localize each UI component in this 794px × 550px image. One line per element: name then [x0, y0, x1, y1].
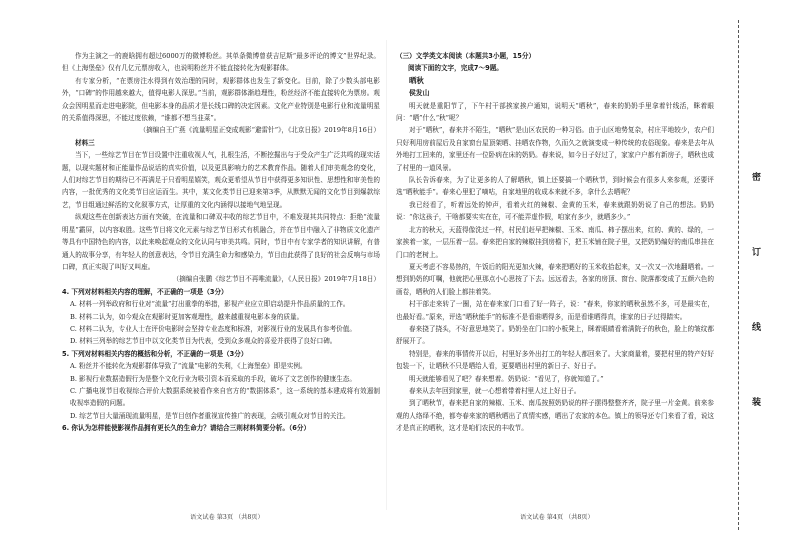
paragraph: 夏天考虑不容易热的，午饭后的阳光更加火辣，春来把晒好的玉米收拾起来，又一次又一次地翻晒着。一想到奶奶的叮嘱，他就把心里那点小心思按了下去。远远看去，各家的房顶、窗台、院落都变成了五颜六色的画卷，晒秋的人们脸上都挂着笑。 [396, 262, 714, 296]
question-4-stem: 4. 下列对材料相关内容的理解，不正确的一项是（3分） [62, 287, 228, 296]
binding-label: 密 [752, 173, 762, 183]
question-4-option-c: C. 材料二认为，专业人士在评价电影时会坚持专业态度和标准，对影视行业的发展具有参考价值。 [70, 324, 356, 333]
paragraph: 队长告诉春来，为了让更多的人了解晒秋，镇上还要搞一个晒秋节，到时候会有很多人来参观，还要评选“晒秋能手”。春来心里犯了嘀咕，自家地里的收成本来就不多，拿什么去晒呢？ [396, 176, 714, 197]
question-5-stem: 5. 下列对材料相关内容的概括和分析，不正确的一项是（3分） [62, 349, 248, 358]
reading-instruction: 阅读下面的文字，完成7～9题。 [408, 64, 503, 73]
paragraph: 春来挠了挠头，不好意思地笑了。奶奶坐在门口的小板凳上，眯着眼睛看着满院子的秋色，脸上的皱纹都舒展开了。 [396, 324, 714, 346]
source-note: （摘编自张鹏《综艺节目不再唯流量》，《人民日报》2019年7月18日） [172, 275, 380, 284]
right-column [396, 50, 714, 435]
binding-line-strip [738, 20, 774, 530]
question-4-option-d: D. 材料三列举的综艺节目中以文化类节目为代表，受到众多观众的喜爱并获得了良好口碑。 [70, 337, 337, 346]
paragraph: 作为主演之一的鹿晗拥有超过6000万的微博粉丝。其单条微博曾获吉尼斯“最多评论的博文”世界纪录。但《上海堡垒》仅有几亿元票房收入，也说明粉丝并不能直接转化为观影群体。 [62, 52, 380, 73]
section-heading: （三）文学类文本阅读（本题共3小题，15分） [396, 52, 536, 60]
paragraph: 我已经看了，听着远处的钟声，看着火红的辣椒、金黄的玉米，春来就跟奶奶说了自己的想法。奶奶说：“你这孩子，干啥都要实实在在，可不能弄虚作假，咱家有多少，就晒多少。” [396, 200, 714, 222]
page-footer-left: 语文试卷 第3页 （共8页） [190, 514, 264, 521]
left-column [62, 50, 380, 435]
paragraph: 特别是，春来的事情传开以后，村里好多外出打工的年轻人都回来了。大家商量着，要把村里的特产好好包装一下，让晒秋不只是晒给人看，更要晒出村里的新日子、好日子。 [396, 349, 714, 371]
paragraph: 到了晒秋节，春来把自家的辣椒、玉米、南瓜按照奶奶说的样子摆得整整齐齐，院子里一片金黄。前来参观的人络绎不绝，都夸春来家的晒秋晒出了真情实感，晒出了农家的本色。镇上的领导还专门来看了看，说这才是真正的晒秋，这才是咱们农民的丰收节。 [396, 399, 714, 433]
paragraph: 村干部走来转了一圈，站在春来家门口看了好一阵子，说：“春来，你家的晒秋虽然不多，可是最实在，也最好看。”原来，评选“晒秋能手”的标准不是看谁晒得多，而是看谁晒得真，谁家的日子过得踏实。 [396, 300, 714, 321]
question-5-option-d: D. 综艺节目大量涌现流量明星，是节目创作者重视宣传推广的表现，会吸引观众对节目的关注。 [70, 411, 350, 420]
binding-label: 装 [752, 398, 762, 408]
paragraph: 有专家分析，“在票房注水得到有效治理的同时，观影群体也发生了新变化。目前，除了少数头部电影外，“口碑”的作用越来越大，值得电影人深思。”当前，观影群体渐趋理性，粉丝经济不能直接转化为票房。观众会因明星而走进电影院，但电影本身的品质才是长线口碑的决定因素。文化产业特别是电影行业和流量明星的关系值得深思，不能过度依赖，“谁都不想当韭菜”。 [62, 76, 380, 123]
binding-label: 订 [752, 248, 762, 258]
binding-dashed-line [738, 20, 739, 530]
story-author: 侯发山 [409, 89, 430, 98]
question-5-option-a: A. 粉丝并不能转化为观影群体导致了“流量”电影的失利，《上海堡垒》即是实例。 [70, 362, 307, 371]
question-5-option-c: C. 广播电视节目收视综合评价大数据系统被看作来自官方的“数据体系”，这一系统的基本建成将有效遏制收视率造假的问题。 [70, 386, 380, 408]
story-title: 晒秋 [409, 75, 424, 85]
column-divider [386, 40, 387, 510]
paragraph: 纵观这些在创新表达方面有突破，在流量和口碑双丰收的综艺节目中，不难发现其共同特点：拒绝“流量明星”霸屏，以内容取胜。这些节目将文化元素与综艺节目形式有机融合，并在节目中融入了非物质文化遗产等具有中国特色的内容，以此来唤起观众的文化认同与审美共鸣。同时，节目中有专家学者的知识讲解，有普通人的故事分享，有年轻人的创意表达，令节目充满生命力和感染力，节目由此获得了良好的社会反响与市场口碑，真正实现了叫好又叫座。 [62, 213, 380, 271]
question-6: 6. 你认为怎样能使影视作品拥有更长久的生命力？请结合三则材料简要分析。（6分） [62, 424, 311, 433]
paragraph: 明天就能够看见了吧？春来想着。奶奶说：“看见了，你就知道了。” [409, 374, 604, 383]
paragraph: 春来从去年回到家里，就一心想着带着村里人过上好日子。 [409, 386, 581, 395]
material-heading: 材料三 [75, 138, 95, 147]
question-4-option-b: B. 材料二认为，如今观众在观影时更加客观理性，越来越重视电影本身的质量。 [70, 312, 304, 321]
question-4-option-a: A. 材料一列举政府和行业对“流量”打出重拳的举措，影视产业应立即启动提升作品质量的工作。 [70, 300, 350, 309]
source-note: （摘编自王广燕《流量明星正变成观影“避雷针”》，《北京日报》2019年8月16日） [139, 126, 380, 135]
paragraph: 北方的秋天，天蓝得像洗过一样，村民们赶早把辣椒、玉米、南瓜、柿子摆出来，红的、黄的、绿的，一家挨着一家，一层压着一层。春来把自家的辣椒挂到房檐下，把玉米铺在院子里，又把奶奶编好的南瓜串挂在门口的老树上。 [396, 225, 714, 259]
binding-label: 线 [752, 323, 762, 333]
paragraph: 对于“晒秋”，春来并不陌生，“晒秋”是山区农民的一种习俗。由于山区地势复杂，村庄平地较少，农户们只好利用房前屋后及自家窗台屋顶架晒、挂晒农作物，久而久之就演变成一种传统的农俗现象。春来是去年从外地打工回来的，家里还有一位卧病在床的奶奶。春来说，如今日子好过了，家家户户都有新房子，晒秋也成了村里的一道风景。 [396, 126, 714, 172]
question-5-option-b: B. 影视行业数据造假行为是整个文化行业为吸引资本而采取的手段，破坏了文艺创作的健康生态。 [70, 374, 356, 383]
paragraph: 明天就是重阳节了，下午村干部挨家挨户通知，说明天“晒秋”，春来的奶奶手里拿着针线活，眯着眼问：“晒”什么“秋”呢？ [396, 101, 714, 123]
page-footer-right: 语文试卷 第4页 （共8页） [520, 514, 594, 521]
paragraph: 当下，一些综艺节目在节目设置中注重收视人气，扎根生活，不断挖掘出与于受众产生广泛共鸣的现实话题，以现实题材和正能量作品说话的真实价值，以及更具影响力的艺术教育作品。随着人们审美观念的变化，人们对综艺节目的期待已不再满足于只看明星嬉笑，观众更希望从节目中获得更多知识性、思想性和审美性的内容，一批优秀的文化类节目应运而生。其中，某文化类节目已迎来第3季，从默默无闻的文化节目到爆款综艺，节目组通过鲜活的文化叙事方式，让厚重的文化内涵得以接地气地呈现。 [62, 151, 380, 209]
